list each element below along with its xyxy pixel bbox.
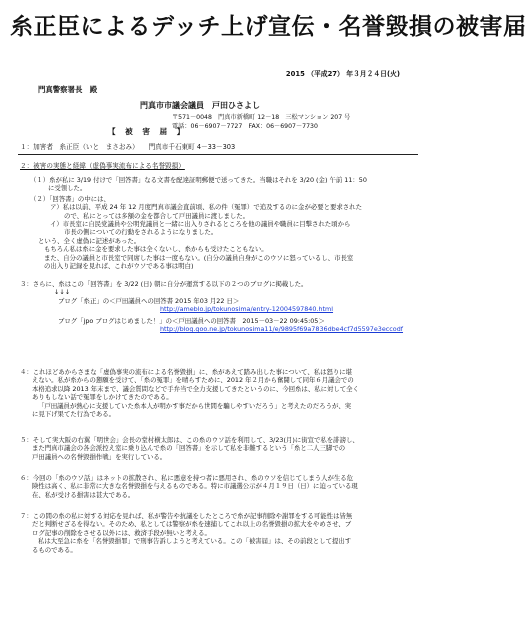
paragraph-line: 私は大至急に糸を「名誉毀損罪」で刑事告訴しようと考えている。この「被害届」は、その前段として提出す [38,537,352,546]
section-heading: 【 被 害 届 】 [108,127,186,136]
paragraph-line: に受領した。 [48,184,87,193]
paragraph-line: ありもしない話で冤罪をしかけてきたのである。 [32,393,173,402]
item-1-perpetrator: １：加害者 糸正臣（いと まさおみ） 門真市千石東町 4－33－303 [20,143,236,151]
paragraph-line: 「戸田議員が熱心に支援していた糸本人が明かす事だから世間を騙しやすいだろう」と考えたのだろうが、実 [38,401,352,410]
paragraph-line: （１）糸が私に 3/19 付けで「回答書」なる文書を配達証明郵便で送ってきた。当職はそれを 3/20 (金) 午前 11：50 [30,176,367,184]
addressee: 門真警察署長 殿 [38,85,98,94]
paragraph-line: ３：さらに、糸はこの「回答書」を 3/22 (日) 朝に自分が運営する以下の２つのブログに掲載した。 [20,280,308,288]
paragraph-line: 在、私が受ける損害は甚大である。 [32,490,135,499]
paragraph-line: 市長の側についての行動をされるようになりました。 [64,228,218,237]
paragraph-line: ５：そして実大阪の右翼「明世会」会長の堂村横太郎は、この糸のウソ話を利用して、3/23(月)に街宣で私を誹謗し、 [20,436,359,444]
paragraph-line: 本格追求以降 2013 年末まで、議会質問などで手弁当で全力支援してきたというのに、今回糸は、私に対して全く [32,384,359,393]
blog-1-link[interactable]: http://ameblo.jp/tokunosima/entry-12004597840.html [160,305,334,314]
arrows-glyph: ↓↓↓ [54,288,71,297]
author-contact: 電話：06－6907－7727 FAX：06－6907－7730 [172,123,318,130]
paragraph-line: の出入り記録を見れば、これがウソである事は明白) [44,262,194,271]
paragraph-line: また、自分の議員と市長室で同席した事は一度もない。(自分の議員自身がこのウソに怒っているし、市長室 [44,253,354,262]
divider [18,154,418,155]
blog-2-link[interactable]: http://blog.goo.ne.jp/tokunosima11/e/9895f69a7836dbe4cf7d5597e3eccodf [160,325,404,334]
blog-1-title: ブログ「糸正」の＜戸田議員への回答書 2015 年03 月22 日＞ [58,296,240,305]
paragraph-line: （２）「回答書」の中には、 [30,194,110,203]
item-5 [20,436,359,461]
author-name: 門真市市議会議員 戸田ひさよし [140,101,260,110]
paragraph-line: だと判断せざるを得ない。そのため、私としては警察が糸を速捕してこれ以上の名誉毀損の拡大をやめさせ、ブ [32,520,352,529]
paragraph-line: ６：今回の「糸のウソ話」はネットの拡散され、私に悪意を持つ者に悪用され、糸のウソを信じてしまう人が生る危 [20,474,354,482]
paragraph-line: ので、私にとっては多額の金を都合して戸田議員に渡しました。 [64,211,250,220]
author-address: 〒571－0048 門真市新橋町 12－18 三松マンション 207 号 [172,114,351,121]
item-2-body [30,176,367,270]
document-date: 2015 （平成27） 年３月２４日(火) [285,70,400,78]
paragraph-line: ログ記事の削除をさせる以外には、救済手段が無いと考える。 [32,528,211,537]
item-4 [20,368,359,418]
paragraph-line: るものである。 [32,545,77,554]
item-7 [20,512,352,554]
paragraph-line: ４：これほどあからさまな「虚偽事実の流布による名誉毀損」に、糸があえて踏み出した事について、私は怒りに堪 [20,368,353,376]
paragraph-line: イ）市長室に自民党議員や公明党議員と一緒に出入りされるところを他の議員や職員に目撃された頃から [50,220,351,229]
document-title: 糸正臣によるデッチ上げ宣伝・名誉毀損の被害届 [10,14,527,40]
paragraph-line: えない。私が糸からの懇願を受けて、「糸の冤罪」を晴らすために、2012 年２月から奮闘して同年６月議会での [32,376,354,385]
paragraph-line: 戸田議員への名誉毀損作戦」を実行している。 [32,452,167,461]
paragraph-line: ７：この間の糸の私に対する対応を見れば、私が警告や抗議をしたところで糸が記事削除や謝罪をする可能性は皆無 [20,512,353,520]
paragraph-line: また門真市議会の各会派控え室に乗り込んで糸の「回答書」を示して私を非難するという「糸と二人三脚での [32,444,346,453]
paragraph-line: ア）私は以前、平成 24 年 12 月度門真市議会直前頃、私の件（冤罪）で追及するのに金が必要と要求された [50,203,362,212]
item-6 [20,474,358,499]
paragraph-line: 険性は高く、私に非常に大きな名誉毀損を与えるものである。特に市議選公示が４月１９日（日）に迫っている現 [32,482,358,491]
item-3 [20,280,403,333]
paragraph-line: に見下げ果てた行為である。 [32,410,116,419]
blog-2-title: ブログ「jpo ブログはじめました！」の＜戸田議員への回答書 2015－03－22 09:45:05＞ [58,316,325,325]
paragraph-line: もちろん私は糸に金を要求した事は全くないし、糸からも受けたこともない。 [44,245,268,254]
item-2-heading: ２：被害の実態と経緯（虚偽事実流布による名誉毀損） [20,162,185,170]
paragraph-line: という、全く虚偽に記述があった。 [38,236,141,245]
